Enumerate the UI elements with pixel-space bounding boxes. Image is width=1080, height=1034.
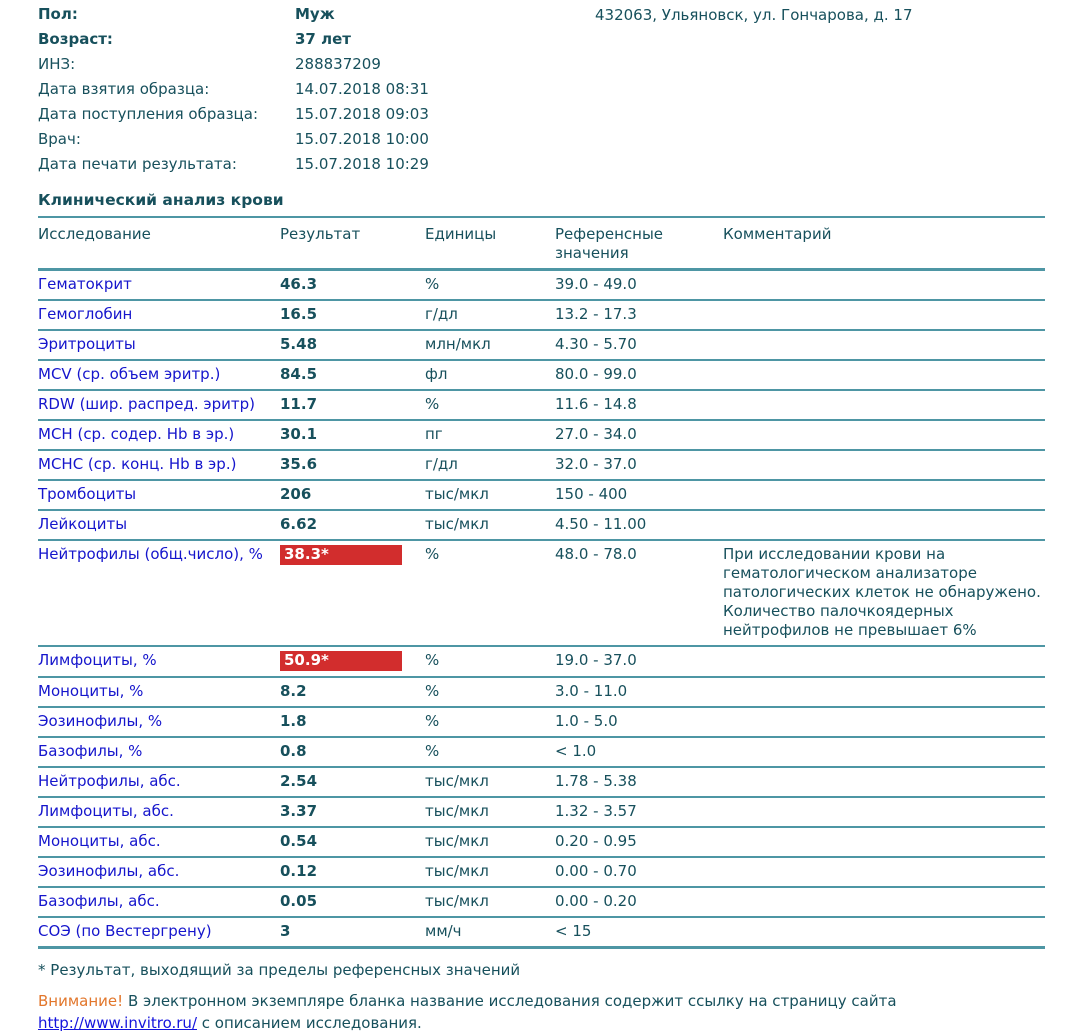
test-result-cell [280,797,425,827]
table-row [38,797,1045,827]
field-value: 15.07.2018 09:03 [295,105,429,123]
lab-address: 432063, Ульяновск, ул. Гончарова, д. 17 [595,6,913,24]
test-units: пг [425,420,555,450]
column-header-test: Исследование [38,218,280,270]
field-label: Дата поступления образца: [38,105,258,123]
test-result: 5.48 [280,335,318,353]
test-name: Эритроциты [38,330,280,360]
test-result: 84.5 [280,365,318,383]
test-result-cell [280,270,425,301]
test-ref: 19.0 - 37.0 [555,646,723,677]
table-title: Клинический анализ крови [38,191,1045,218]
patient-field-row [38,129,1045,154]
test-ref: 1.78 - 5.38 [555,767,723,797]
test-ref: < 15 [555,917,723,948]
test-ref: 0.00 - 0.20 [555,887,723,917]
field-value: 15.07.2018 10:00 [295,130,429,148]
test-comment [723,767,1045,797]
attention-text-suffix: с описанием исследования. [201,1014,422,1032]
test-units: фл [425,360,555,390]
test-result: 0.8 [280,742,307,760]
column-header-comment: Комментарий [723,218,1045,270]
table-row [38,270,1045,301]
test-comment [723,917,1045,948]
test-ref: 39.0 - 49.0 [555,270,723,301]
test-units: % [425,677,555,707]
test-name: Эозинофилы, абс. [38,857,280,887]
field-label: Возраст: [38,30,113,48]
test-ref: 150 - 400 [555,480,723,510]
test-units: г/дл [425,450,555,480]
test-comment [723,737,1045,767]
test-result: 46.3 [280,275,318,293]
field-value: 14.07.2018 08:31 [295,80,429,98]
test-result: 1.8 [280,712,307,730]
table-row [38,360,1045,390]
test-result-cell [280,857,425,887]
test-result-cell [280,917,425,948]
test-result: 3.37 [280,802,318,820]
table-row [38,510,1045,540]
table-header-row [38,218,1045,270]
attention-text: В электронном экземпляре бланка название исследования содержит ссылку на страницу сайта [127,992,897,1010]
test-result: 8.2 [280,682,307,700]
test-comment [723,797,1045,827]
test-comment [723,707,1045,737]
test-result-cell [280,510,425,540]
test-result: 0.54 [280,832,318,850]
field-value: Муж [295,5,335,23]
test-units: тыс/мкл [425,480,555,510]
test-result: 206 [280,485,312,503]
test-comment [723,330,1045,360]
test-ref: 32.0 - 37.0 [555,450,723,480]
test-result-cell [280,300,425,330]
asterisk-footnote: * Результат, выходящий за пределы референсных значений [38,961,521,979]
test-ref: 0.00 - 0.70 [555,857,723,887]
test-ref: 13.2 - 17.3 [555,300,723,330]
test-result-cell [280,707,425,737]
column-header-reference: Референсные значения [555,218,723,270]
test-result: 0.12 [280,862,318,880]
test-units: % [425,707,555,737]
test-comment [723,270,1045,301]
test-name: Моноциты, абс. [38,827,280,857]
test-name: СОЭ (по Вестергрену) [38,917,280,948]
table-row [38,450,1045,480]
test-units: % [425,737,555,767]
table-row [38,300,1045,330]
test-comment: При исследовании крови на гематологическом анализаторе патологических клеток не обнаружено. Количество палочкоядерных нейтрофилов не превышает 6% [723,540,1045,646]
test-units: тыс/мкл [425,510,555,540]
test-name: MCHC (ср. конц. Hb в эр.) [38,450,280,480]
test-ref: 11.6 - 14.8 [555,390,723,420]
table-row [38,646,1045,677]
attention-label: Внимание! [38,992,124,1010]
test-result-cell [280,827,425,857]
test-units: тыс/мкл [425,797,555,827]
test-result: 50.9* [280,651,402,671]
column-header-result: Результат [280,218,425,270]
test-result: 2.54 [280,772,318,790]
attention-note [38,990,1045,1034]
field-label: Врач: [38,130,81,148]
test-result: 0.05 [280,892,318,910]
field-value: 288837209 [295,55,381,73]
test-comment [723,677,1045,707]
test-units: % [425,646,555,677]
test-ref: < 1.0 [555,737,723,767]
field-label: Дата взятия образца: [38,80,210,98]
test-ref: 80.0 - 99.0 [555,360,723,390]
test-units: млн/мкл [425,330,555,360]
test-result-cell [280,480,425,510]
test-comment [723,887,1045,917]
test-name: Лимфоциты, абс. [38,797,280,827]
test-units: % [425,390,555,420]
test-name: Нейтрофилы, абс. [38,767,280,797]
test-name: Нейтрофилы (общ.число), % [38,540,280,646]
test-result-cell [280,737,425,767]
test-comment [723,510,1045,540]
results-tbody [38,270,1045,948]
test-result-cell [280,887,425,917]
patient-fields [38,4,1045,179]
patient-field-row [38,29,1045,54]
report-header [38,4,1045,179]
table-row [38,887,1045,917]
patient-field-row [38,79,1045,104]
test-units: тыс/мкл [425,827,555,857]
test-units: % [425,540,555,646]
test-result-cell [280,646,425,677]
test-result-cell [280,767,425,797]
test-comment [723,480,1045,510]
test-name: Базофилы, % [38,737,280,767]
table-row [38,480,1045,510]
table-row [38,767,1045,797]
table-row [38,677,1045,707]
test-name: Гематокрит [38,270,280,301]
test-name: Базофилы, абс. [38,887,280,917]
table-row [38,540,1045,646]
test-ref: 48.0 - 78.0 [555,540,723,646]
test-units: тыс/мкл [425,767,555,797]
test-result: 16.5 [280,305,318,323]
test-ref: 3.0 - 11.0 [555,677,723,707]
test-comment [723,857,1045,887]
field-label: ИНЗ: [38,55,76,73]
test-result: 11.7 [280,395,318,413]
field-value: 37 лет [295,30,351,48]
field-label: Дата печати результата: [38,155,237,173]
test-name: RDW (шир. распред. эритр) [38,390,280,420]
results-table [38,218,1045,949]
test-result-cell [280,360,425,390]
test-units: тыс/мкл [425,887,555,917]
test-comment [723,420,1045,450]
table-row [38,707,1045,737]
test-comment [723,646,1045,677]
test-result-cell [280,420,425,450]
test-units: тыс/мкл [425,857,555,887]
test-name: Лимфоциты, % [38,646,280,677]
test-name: Эозинофилы, % [38,707,280,737]
test-units: % [425,270,555,301]
table-row [38,917,1045,948]
test-name: Гемоглобин [38,300,280,330]
test-comment [723,360,1045,390]
test-name: Лейкоциты [38,510,280,540]
test-result: 30.1 [280,425,318,443]
test-result-cell [280,677,425,707]
test-name: MCV (ср. объем эритр.) [38,360,280,390]
test-comment [723,300,1045,330]
test-result-cell [280,540,425,646]
table-row [38,857,1045,887]
test-units: г/дл [425,300,555,330]
table-row [38,330,1045,360]
table-row [38,390,1045,420]
patient-field-row [38,54,1045,79]
test-comment [723,450,1045,480]
test-comment [723,390,1045,420]
test-name: Тромбоциты [38,480,280,510]
test-ref: 27.0 - 34.0 [555,420,723,450]
test-result: 38.3* [280,545,402,565]
test-ref: 1.32 - 3.57 [555,797,723,827]
test-ref: 4.30 - 5.70 [555,330,723,360]
test-name: Моноциты, % [38,677,280,707]
field-value: 15.07.2018 10:29 [295,155,429,173]
test-result: 3 [280,922,291,940]
table-row [38,737,1045,767]
test-name: MCH (ср. содер. Hb в эр.) [38,420,280,450]
test-result-cell [280,330,425,360]
patient-field-row [38,104,1045,129]
table-row [38,420,1045,450]
test-comment [723,827,1045,857]
table-row [38,827,1045,857]
test-ref: 4.50 - 11.00 [555,510,723,540]
test-result: 35.6 [280,455,318,473]
patient-field-row [38,154,1045,179]
field-label: Пол: [38,5,78,23]
test-ref: 0.20 - 0.95 [555,827,723,857]
test-ref: 1.0 - 5.0 [555,707,723,737]
test-result-cell [280,450,425,480]
column-header-units: Единицы [425,218,555,270]
test-units: мм/ч [425,917,555,948]
test-result-cell [280,390,425,420]
test-result: 6.62 [280,515,318,533]
invitro-link[interactable]: http://www.invitro.ru/ [38,1014,197,1032]
